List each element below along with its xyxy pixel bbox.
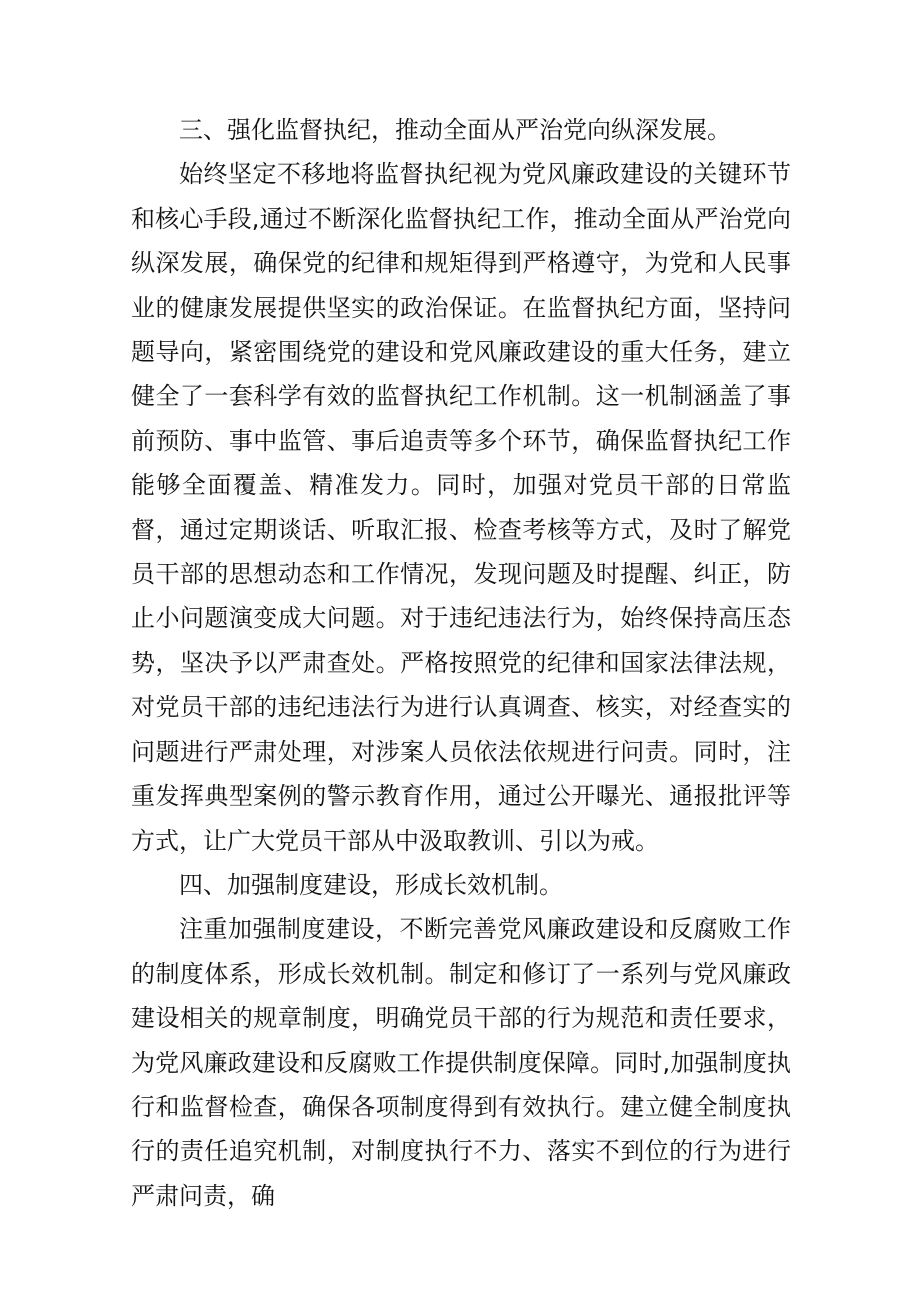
section-4-heading: 四、加强制度建设，形成长效机制。 [179, 870, 563, 899]
section-3-paragraph: 始终坚定不移地将监督执纪视为党风廉政建设的关键环节和核心手段,通过不断深化监督执纪工作，推动全面从严治党向纵深发展，确保党的纪律和规矩得到严格遵守，为党和人民事业的健康发展提供坚实的政治保证。在监督执纪方面，坚持问题导向，紧密围绕党的建设和党风廉政建设的重大任务，建立健全了一套科学有效的监督执纪工作机制。这一机制涵盖了事前预防、事中监管、事后追责等多个环节，确保监督执纪工作能够全面覆盖、精准发力。同时，加强对党员干部的日常监督，通过定期谈话、听取汇报、检查考核等方式，及时了解党员干部的思想动态和工作情况，发现问题及时提醒、纠正，防止小问题演变成大问题。对于违纪违法行为，始终保持高压态势，坚决予以严肃查处。严格按照党的纪律和国家法律法规，对党员干部的违纪违法行为进行认真调查、核实，对经查实的问题进行严肃处理，对涉案人员依法依规进行问责。同时，注重发挥典型案例的警示教育作用，通过公开曝光、通报批评等方式，让广大党员干部从中汲取教训、引以为戒。 [131, 160, 791, 855]
document-body [131, 108, 791, 1218]
section-4-paragraph: 注重加强制度建设，不断完善党风廉政建设和反腐败工作的制度体系，形成长效机制。制定和修订了一系列与党风廉政建设相关的规章制度，明确党员干部的行为规范和责任要求，为党风廉政建设和反腐败工作提供制度保障。同时,加强制度执行和监督检查，确保各项制度得到有效执行。建立健全制度执行的责任追究机制，对制度执行不力、落实不到位的行为进行严肃问责，确 [131, 915, 791, 1210]
section-3-heading: 三、强化监督执纪，推动全面从严治党向纵深发展。 [179, 116, 731, 144]
